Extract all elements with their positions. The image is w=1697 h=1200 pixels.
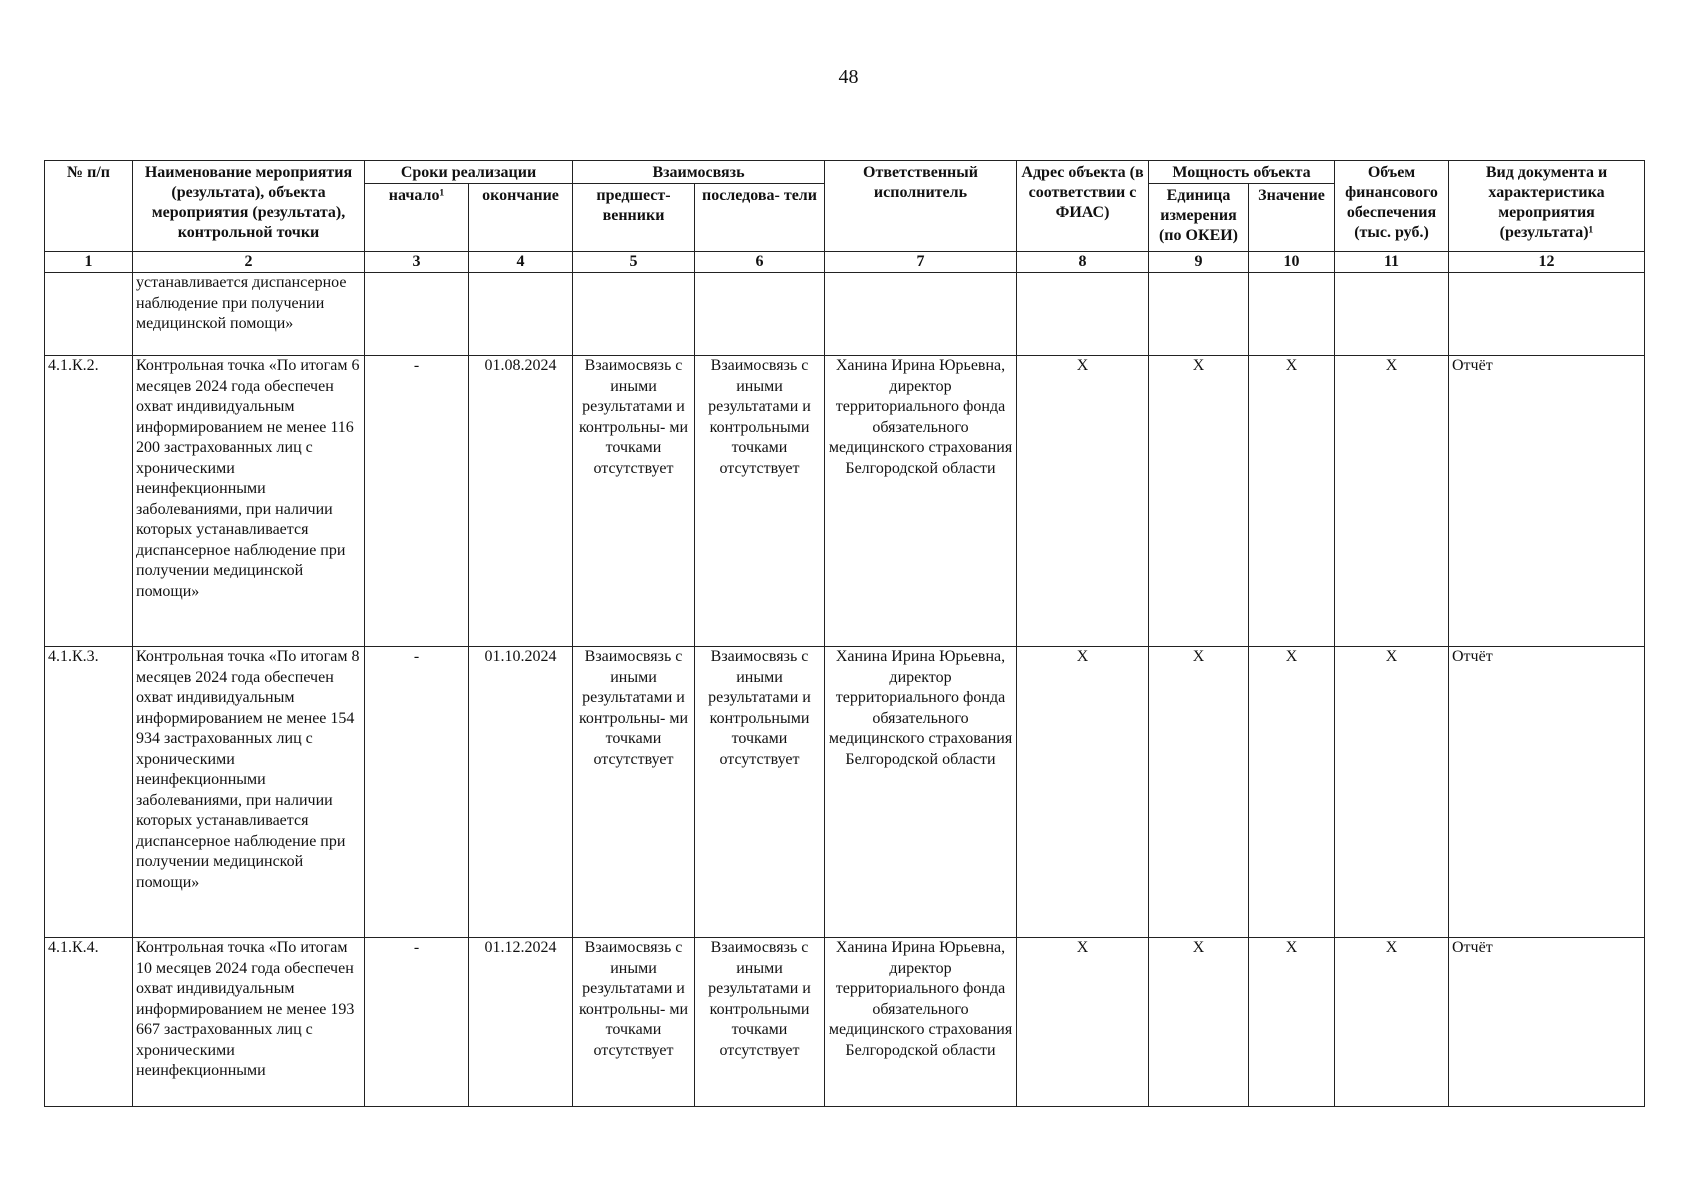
column-number: 10 bbox=[1249, 252, 1335, 273]
header-successors: последова- тели bbox=[695, 184, 825, 252]
cell-unit: Х bbox=[1149, 647, 1249, 938]
column-number: 3 bbox=[365, 252, 469, 273]
cell-address: Х bbox=[1017, 647, 1149, 938]
column-number: 6 bbox=[695, 252, 825, 273]
cell-name: Контрольная точка «По итогам 6 месяцев 2024 года обеспечен охват индивидуальным информированием не менее 116 200 застрахованных лиц с хроническими неинфекционными заболеваниями, при наличии которых устанавливается диспансерное наблюдение при получении медицинской помощи» bbox=[133, 356, 365, 647]
cell-empty bbox=[469, 273, 573, 356]
cell-doc: Отчёт bbox=[1449, 647, 1645, 938]
table-row bbox=[45, 938, 1645, 1107]
cell-responsible: Ханина Ирина Юрьевна, директор территориального фонда обязательного медицинского страхования Белгородской области bbox=[825, 647, 1017, 938]
table-row bbox=[45, 647, 1645, 938]
cell-successors: Взаимосвязь с иными результатами и контрольными точками отсутствует bbox=[695, 356, 825, 647]
header-start: начало¹ bbox=[365, 184, 469, 252]
header-row-1 bbox=[45, 161, 1645, 184]
cell-unit: Х bbox=[1149, 938, 1249, 1107]
cell-end: 01.08.2024 bbox=[469, 356, 573, 647]
cell-end: 01.10.2024 bbox=[469, 647, 573, 938]
cell-name: Контрольная точка «По итогам 8 месяцев 2024 года обеспечен охват индивидуальным информированием не менее 154 934 застрахованных лиц с хроническими неинфекционными заболеваниями, при наличии которых устанавливается диспансерное наблюдение при получении медицинской помощи» bbox=[133, 647, 365, 938]
column-number: 11 bbox=[1335, 252, 1449, 273]
cell-start: - bbox=[365, 356, 469, 647]
header-num: № п/п bbox=[45, 161, 133, 252]
header-relation: Взаимосвязь bbox=[573, 161, 825, 184]
cell-start: - bbox=[365, 938, 469, 1107]
cell-doc: Отчёт bbox=[1449, 356, 1645, 647]
header-value: Значение bbox=[1249, 184, 1335, 252]
cell-empty bbox=[825, 273, 1017, 356]
cell-volume: Х bbox=[1335, 647, 1449, 938]
cell-responsible: Ханина Ирина Юрьевна, директор территориального фонда обязательного медицинского страхования Белгородской области bbox=[825, 356, 1017, 647]
column-number: 12 bbox=[1449, 252, 1645, 273]
column-number: 5 bbox=[573, 252, 695, 273]
cell-unit: Х bbox=[1149, 356, 1249, 647]
column-number: 4 bbox=[469, 252, 573, 273]
cell-predecessors: Взаимосвязь с иными результатами и контрольны- ми точками отсутствует bbox=[573, 938, 695, 1107]
column-number: 9 bbox=[1149, 252, 1249, 273]
header-capacity: Мощность объекта bbox=[1149, 161, 1335, 184]
header-end: окончание bbox=[469, 184, 573, 252]
cell-num: 4.1.К.3. bbox=[45, 647, 133, 938]
cell-end: 01.12.2024 bbox=[469, 938, 573, 1107]
header-volume: Объем финансового обеспечения (тыс. руб.) bbox=[1335, 161, 1449, 252]
cell-doc: Отчёт bbox=[1449, 938, 1645, 1107]
header-predecessors: предшест- венники bbox=[573, 184, 695, 252]
cell-volume: Х bbox=[1335, 938, 1449, 1107]
cell-empty bbox=[365, 273, 469, 356]
cell-empty bbox=[1449, 273, 1645, 356]
header-address: Адрес объекта (в соответствии с ФИАС) bbox=[1017, 161, 1149, 252]
cell-value: Х bbox=[1249, 938, 1335, 1107]
cell-address: Х bbox=[1017, 356, 1149, 647]
continuation-row bbox=[45, 273, 1645, 356]
cell-num: 4.1.К.2. bbox=[45, 356, 133, 647]
cell-empty bbox=[45, 273, 133, 356]
cell-start: - bbox=[365, 647, 469, 938]
cell-empty bbox=[1017, 273, 1149, 356]
cell-name: устанавливается диспансерное наблюдение при получении медицинской помощи» bbox=[133, 273, 365, 356]
column-number: 1 bbox=[45, 252, 133, 273]
header-name: Наименование мероприятия (результата), объекта мероприятия (результата), контрольной точки bbox=[133, 161, 365, 252]
cell-address: Х bbox=[1017, 938, 1149, 1107]
column-number: 7 bbox=[825, 252, 1017, 273]
cell-empty bbox=[1249, 273, 1335, 356]
header-unit: Единица измерения (по ОКЕИ) bbox=[1149, 184, 1249, 252]
cell-empty bbox=[1335, 273, 1449, 356]
header-responsible: Ответственный исполнитель bbox=[825, 161, 1017, 252]
column-number: 2 bbox=[133, 252, 365, 273]
cell-responsible: Ханина Ирина Юрьевна, директор территориального фонда обязательного медицинского страхования Белгородской области bbox=[825, 938, 1017, 1107]
cell-volume: Х bbox=[1335, 356, 1449, 647]
column-number: 8 bbox=[1017, 252, 1149, 273]
cell-empty bbox=[1149, 273, 1249, 356]
cell-empty bbox=[573, 273, 695, 356]
column-number-row bbox=[45, 252, 1645, 273]
cell-value: Х bbox=[1249, 356, 1335, 647]
cell-successors: Взаимосвязь с иными результатами и контрольными точками отсутствует bbox=[695, 647, 825, 938]
cell-empty bbox=[695, 273, 825, 356]
header-doc-type: Вид документа и характеристика мероприятия (результата)¹ bbox=[1449, 161, 1645, 252]
cell-predecessors: Взаимосвязь с иными результатами и контрольны- ми точками отсутствует bbox=[573, 356, 695, 647]
page-number: 48 bbox=[838, 66, 859, 88]
cell-name: Контрольная точка «По итогам 10 месяцев 2024 года обеспечен охват индивидуальным информированием не менее 193 667 застрахованных лиц с хроническими неинфекционными bbox=[133, 938, 365, 1107]
header-terms: Сроки реализации bbox=[365, 161, 573, 184]
cell-predecessors: Взаимосвязь с иными результатами и контрольны- ми точками отсутствует bbox=[573, 647, 695, 938]
table-row bbox=[45, 356, 1645, 647]
plan-table bbox=[44, 160, 1645, 1107]
cell-num: 4.1.К.4. bbox=[45, 938, 133, 1107]
cell-successors: Взаимосвязь с иными результатами и контрольными точками отсутствует bbox=[695, 938, 825, 1107]
cell-value: Х bbox=[1249, 647, 1335, 938]
